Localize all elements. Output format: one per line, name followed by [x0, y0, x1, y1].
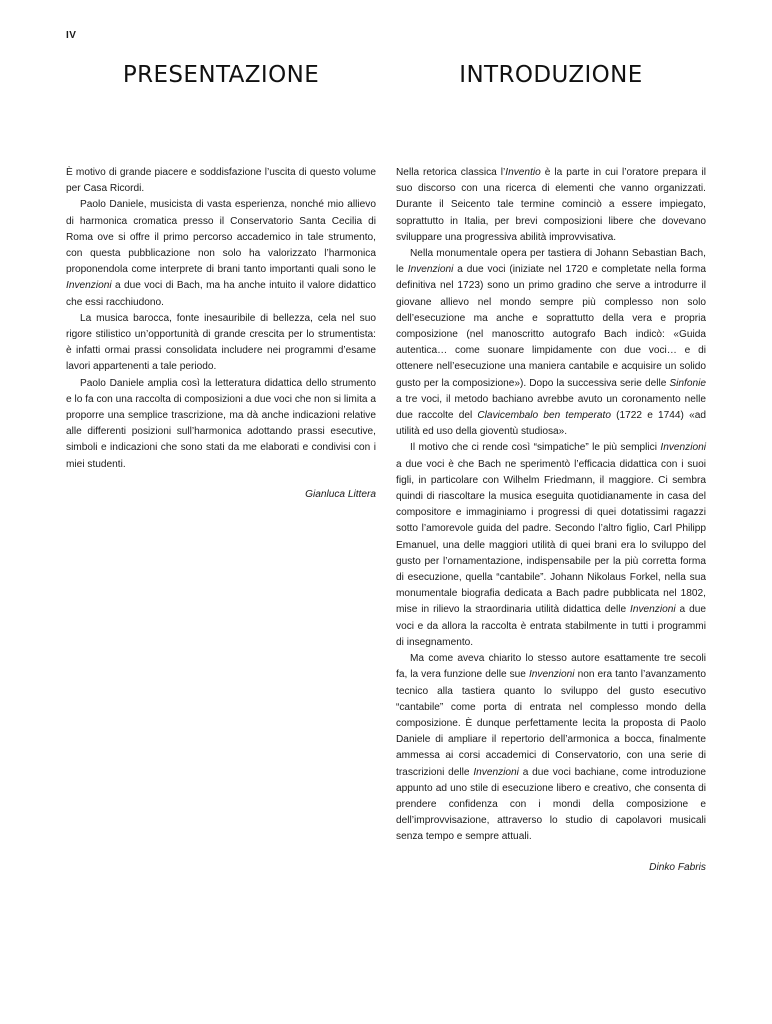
introduzione-paragraph-1: Nella retorica classica l’Inventio è la parte in cui l’oratore prepara il suo discorso con una ricerca di elementi che vanno organizzati. Durante il Seicento tale termine cominciò a essere impiegato, soprattutto in Italia, per brevi composizioni libere che dovevano sviluppare una progressiva abilità improvvisativa. — [396, 167, 706, 243]
presentazione-column — [66, 165, 376, 503]
introduzione-paragraph-4: Ma come aveva chiarito lo stesso autore esattamente tre secoli fa, la vera funzione delle sue Invenzioni non era tanto l’avanzamento tecnico alla tastiera quanto lo sviluppo del gusto esecutivo “cantabile” come porta di entrata nel complesso mondo della composizione. È dunque perfettamente lecita la proposta di Paolo Daniele di ampliare il repertorio dell’armonica a bocca, finalmente ammessa ai corsi accademici di Conservatorio, con una serie di trascrizioni delle Invenzioni a due voci bachiane, come introduzione appunto ad uno stile di esecuzione libero e creativo, che consenta di prendere confidenza con i mondi della composizione e dell’improvvisazione, attraverso lo studio di capolavori musicali senza tempo e sempre attuali. — [396, 653, 706, 843]
introduzione-paragraph-3: Il motivo che ci rende così “simpatiche” le più semplici Invenzioni a due voci è che Bach ne sperimentò l’efficacia didattica con i suoi figli, in particolare con Wilhelm Friedmann, il maggiore. Ci sembra quindi di riascoltare la musica eseguita quotidianamente in casa del compositore e immaginiamo i progressi di quei dotatissimi ragazzi sotto l’amorevole guida del padre. Secondo l’altro figlio, Carl Philipp Emanuel, una delle maggiori utilità di quei brani era lo sviluppo del gusto per l’ornamentazione, indispensabile per la più corretta forma di esecuzione, quella “cantabile”. Johann Nikolaus Forkel, nella sua monumentale biografia dedicata a Bach padre pubblicata nel 1802, mise in rilievo la straordinaria utilità didattica delle Invenzioni a due voci e da allora la raccolta è entrata stabilmente in tutti i programmi di insegnamento. — [396, 442, 707, 648]
introduzione-column — [396, 165, 706, 876]
presentazione-paragraph-4: Paolo Daniele amplia così la letteratura didattica dello strumento e lo fa con una raccolta di composizioni a due voci che non si limita a proporre una semplice trascrizione, ma dà anche indicazioni relative alle differenti posizioni sull’harmonica adottando prassi esecutive, simboli e indicazioni che sono stati da me elaborati e condivisi con i miei studenti. — [66, 377, 376, 470]
page-number: IV — [66, 30, 77, 41]
introduzione-paragraph-2: Nella monumentale opera per tastiera di Johann Sebastian Bach, le Invenzioni a due voci (iniziate nel 1720 e completate nella forma definitiva nel 1723) sono un primo gradino che serve a introdurre il giovane allievo nel mondo sempre più complesso non solo dell’esecuzione ma anche e soprattutto della vera e propria composizione (nel manoscritto autografo Bach indicò: «Guida autentica… come suonare limpidamente con due voci… e di ottenere nell’esecuzione una maniera cantabile e acquisire un solido gusto per la composizione»). Dopo la successiva serie delle Sinfonie a tre voci, il metodo bachiano avrebbe avuto un coronamento nelle due raccolte del Clavicembalo ben temperato (1722 e 1744) «ad utilità ed uso della gioventù studiosa». — [396, 248, 706, 438]
presentazione-paragraph-3: La musica barocca, fonte inesauribile di bellezza, cela nel suo rigore stilistico un’opportunità di grande crescita per lo strumentista: è infatti ormai prassi consolidata includere nei programmi d’esame lavori appartenenti a tale periodo. — [66, 312, 376, 373]
introduzione-title: INTRODUZIONE — [459, 62, 643, 88]
presentazione-paragraph-2: Paolo Daniele, musicista di vasta esperienza, nonché mio allievo di harmonica cromatica presso il Conservatorio Santa Cecilia di Roma ove si offre il primo percorso accademico in tale strumento, con questa pubblicazione non solo ha valorizzato l’harmonica proponendola come interprete di brani tanto importanti quali sono le Invenzioni a due voci di Bach, ma ha anche intuito il valore didattico che essi racchiudono. — [66, 199, 376, 308]
presentazione-title: PRESENTAZIONE — [122, 62, 320, 88]
introduzione-signature: Dinko Fabris — [649, 861, 706, 873]
presentazione-paragraph-1: È motivo di grande piacere e soddisfazione l’uscita di questo volume per Casa Ricordi. — [66, 167, 376, 195]
presentazione-signature: Gianluca Littera — [305, 488, 376, 500]
